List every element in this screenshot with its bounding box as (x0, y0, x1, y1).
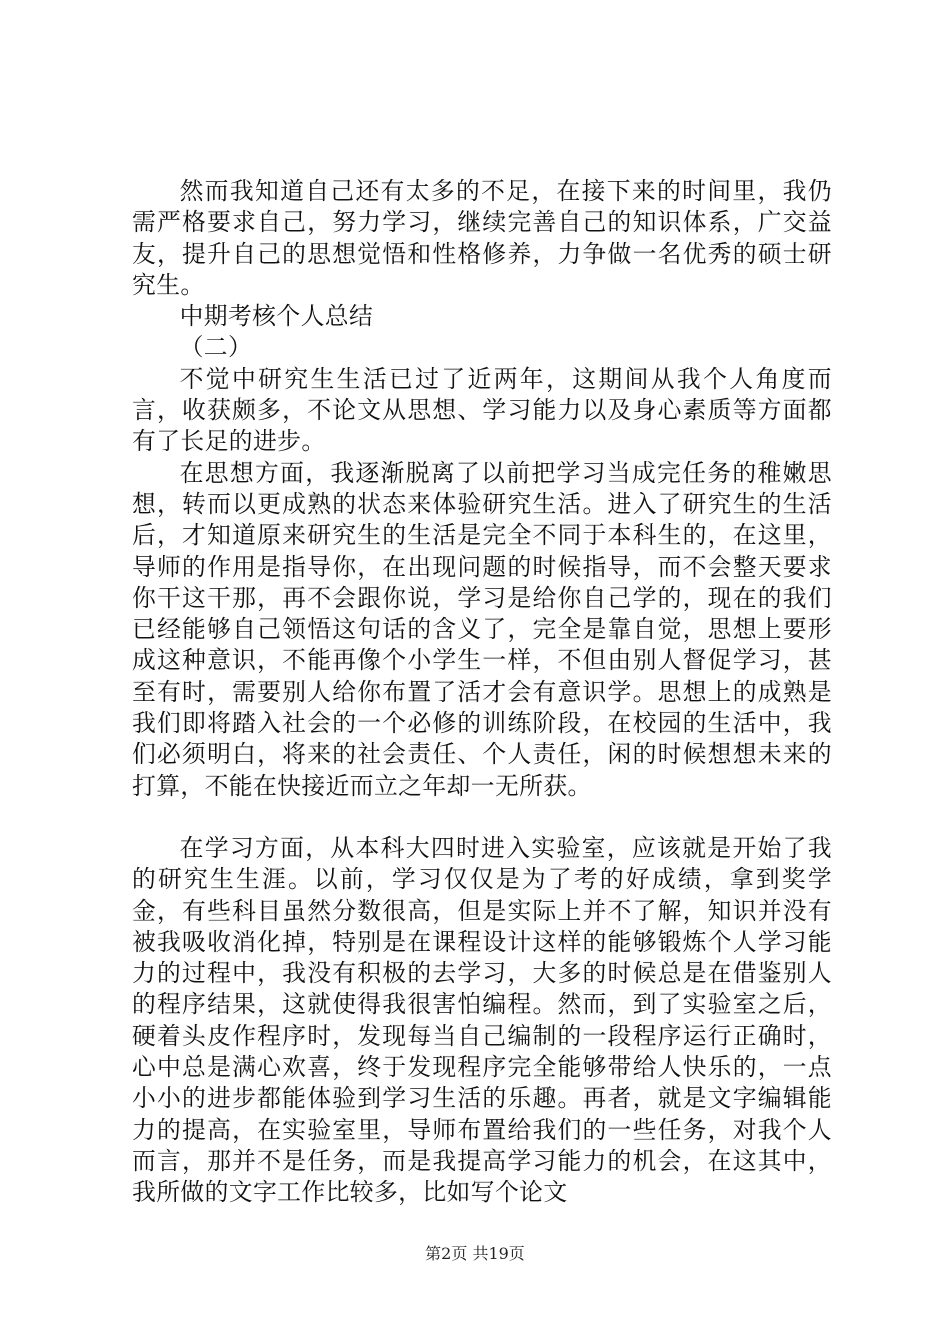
document-body (132, 176, 832, 1209)
paragraph-intro: 不觉中研究生生活已过了近两年，这期间从我个人角度而言，收获颇多，不论文从思想、学习能力以及身心素质等方面都有了长足的进步。 (132, 364, 832, 456)
paragraph-thought: 在思想方面，我逐渐脱离了以前把学习当成完任务的稚嫩思想，转而以更成熟的状态来体验研究生活。进入了研究生的生活后，才知道原来研究生的生活是完全不同于本科生的，在这里，导师的作用是指导你，在出现问题的时候指导，而不会整天要求你干这干那，再不会跟你说，学习是给你自己学的，现在的我们已经能够自己领悟这句话的含义了，完全是靠自觉，思想上要形成这种意识，不能再像个小学生一样，不但由别人督促学习，甚至有时，需要别人给你布置了活才会有意识学。思想上的成熟是我们即将踏入社会的一个必修的训练阶段，在校园的生活中，我们必须明白，将来的社会责任、个人责任，闲的时候想想未来的打算，不能在快接近而立之年却一无所获。 (132, 458, 832, 800)
paragraph-closing-remarks: 然而我知道自己还有太多的不足，在接下来的时间里，我仍需严格要求自己，努力学习，继续完善自己的知识体系，广交益友，提升自己的思想觉悟和性格修养，力争做一名优秀的硕士研究生。 (132, 177, 832, 299)
page-footer: 第2页 共19页 (425, 1244, 525, 1263)
paragraph-study: 在学习方面，从本科大四时进入实验室，应该就是开始了我的研究生生涯。以前，学习仅仅是为了考的好成绩，拿到奖学金，有些科目虽然分数很高，但是实际上并不了解，知识并没有被我吸收消化掉，特别是在课程设计这样的能够锻炼个人学习能力的过程中，我没有积极的去学习，大多的时候总是在借鉴别人的程序结果，这就使得我很害怕编程。然而，到了实验室之后，硬着头皮作程序时，发现每当自己编制的一段程序运行正确时，心中总是满心欢喜，终于发现程序完全能够带给人快乐的，一点小小的进步都能体验到学习生活的乐趣。再者，就是文字编辑能力的提高，在实验室里，导师布置给我们的一些任务，对我个人而言，那并不是任务，而是我提高学习能力的机会，在这其中，我所做的文字工作比较多，比如写个论文 (132, 833, 832, 1207)
section-heading: 中期考核个人总结 (179, 302, 374, 331)
section-number: （二） (179, 333, 253, 362)
